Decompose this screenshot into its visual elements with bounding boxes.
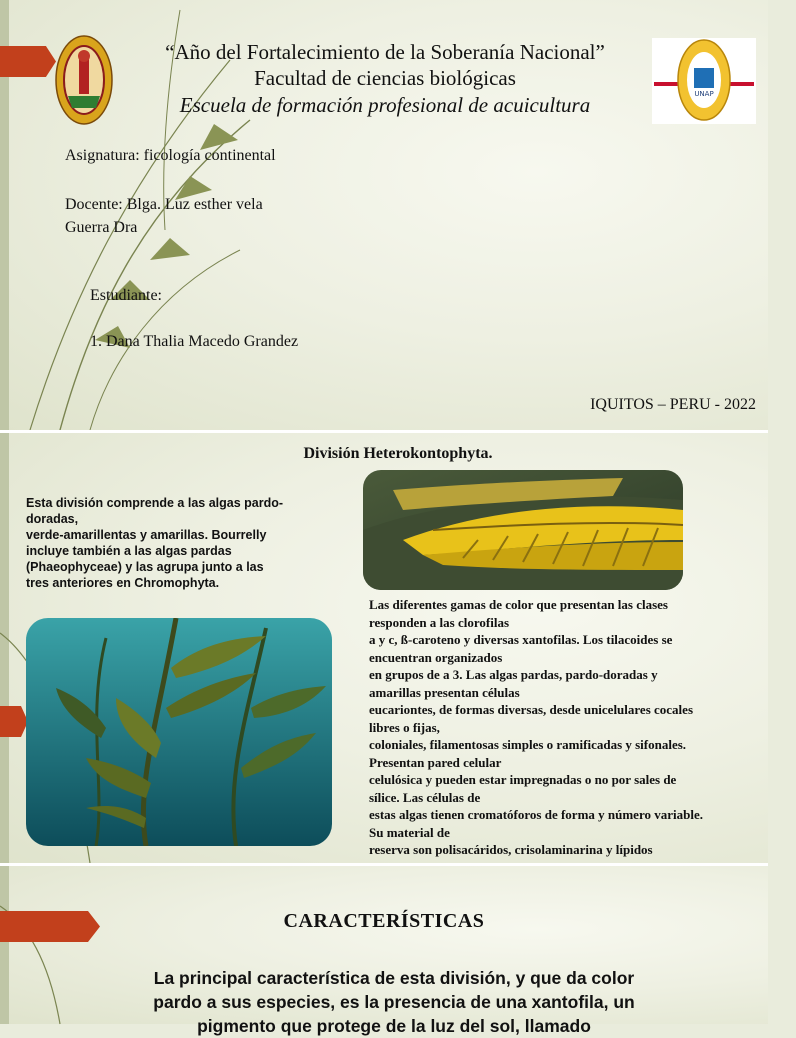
kelp-photo xyxy=(363,470,683,590)
header-title-line1: “Año del Fortalecimiento de la Soberanía Nacional” xyxy=(165,40,605,64)
subject-text: Asignatura: ficología continental xyxy=(65,147,276,164)
description-paragraph xyxy=(369,596,759,859)
description-line: a y c, ß-caroteno y diversas xantofilas. Los tilacoides se xyxy=(369,632,673,647)
characteristics-line: pardo a sus especies, es la presencia de una xantofila, un xyxy=(153,992,635,1012)
kelp-forest-photo xyxy=(26,618,332,846)
student-label: Estudiante: xyxy=(90,287,162,304)
description-line: Las diferentes gamas de color que presentan las clases xyxy=(369,597,668,612)
intro-line: doradas, xyxy=(26,512,79,526)
characteristics-line: pigmento que protege de la luz del sol, llamado xyxy=(197,1016,591,1036)
teacher-text-line2: Guerra Dra xyxy=(65,219,138,236)
title-slide xyxy=(0,0,768,430)
description-line: amarillas presentan células xyxy=(369,684,520,700)
section-title: División Heterokontophyta. xyxy=(303,445,493,462)
description-line: estas algas tienen cromatóforos de forma y número variable. xyxy=(369,807,703,822)
teacher-text-line1: Docente: Blga. Luz esther vela xyxy=(65,196,263,213)
intro-line: Esta división comprende a las algas pardo- xyxy=(26,496,284,510)
header-title-line2: Facultad de ciencias biológicas xyxy=(254,66,516,90)
faculty-seal-logo xyxy=(652,38,756,124)
description-line: en grupos de a 3. Las algas pardas, pardo-doradas y xyxy=(369,667,658,682)
description-line: sílice. Las células de xyxy=(369,789,481,805)
intro-paragraph xyxy=(26,495,336,591)
description-line: Presentan pared celular xyxy=(369,754,502,770)
description-line: encuentran organizados xyxy=(369,649,503,665)
description-line: Su material de xyxy=(369,824,450,840)
characteristics-slide xyxy=(0,866,768,1036)
characteristics-paragraph xyxy=(60,966,728,1038)
header-title-line3: Escuela de formación profesional de acuicultura xyxy=(179,93,591,117)
description-line: reserva son polisacáridos, crisolaminarina y lípidos xyxy=(369,842,653,857)
description-line: eucariontes, de formas diversas, desde unicelulares cocales xyxy=(369,702,693,717)
intro-line: (Phaeophyceae) y las agrupa junto a las xyxy=(26,560,264,574)
content-slide xyxy=(0,433,768,863)
characteristics-line: La principal característica de esta división, y que da color xyxy=(153,968,635,988)
intro-line: tres anteriores en Chromophyta. xyxy=(26,576,220,590)
section-title: CARACTERÍSTICAS xyxy=(283,910,485,932)
intro-line: verde-amarillentas y amarillas. Bourrelly xyxy=(26,528,267,542)
description-line: responden a las clorofilas xyxy=(369,614,510,630)
description-line: celulósica y pueden estar impregnadas o no por sales de xyxy=(369,772,677,787)
description-line: libres o fijas, xyxy=(369,719,440,735)
accent-arrow xyxy=(0,46,56,77)
student-name: 1. Dana Thalia Macedo Grandez xyxy=(90,333,299,350)
place-year: IQUITOS – PERU - 2022 xyxy=(590,396,756,413)
intro-line: incluye también a las algas pardas xyxy=(26,544,232,558)
description-line: coloniales, filamentosas simples o ramificadas y sifonales. xyxy=(369,737,687,752)
logo-badge-text: UNAP xyxy=(694,90,714,98)
university-seal-logo xyxy=(54,34,114,126)
